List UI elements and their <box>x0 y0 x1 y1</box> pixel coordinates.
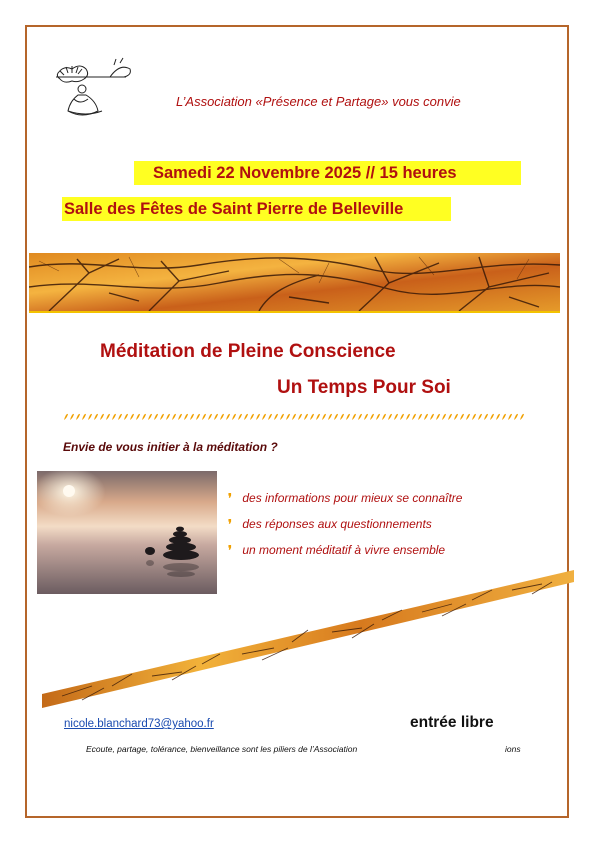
free-entry-text: entrée libre <box>410 714 494 731</box>
bullet-text: un moment méditatif à vivre ensemble <box>242 543 446 557</box>
event-date-highlight <box>134 161 521 185</box>
headline-line-2: Un Temps Pour Soi <box>277 377 451 398</box>
event-date-time: Samedi 22 Novembre 2025 // 15 heures <box>153 164 457 182</box>
leaf-bullet-icon: ❜ <box>228 491 232 505</box>
bullet-text: des réponses aux questionnements <box>242 517 432 531</box>
motto-fragment: ions <box>505 744 521 754</box>
leaf-bullet-icon: ❜ <box>228 543 232 557</box>
decorative-leaf-line <box>63 412 525 422</box>
event-location: Salle des Fêtes de Saint Pierre de Belleville <box>62 197 451 221</box>
leaf-bullet-icon: ❜ <box>228 517 232 531</box>
headline-line-1: Méditation de Pleine Conscience <box>100 341 396 362</box>
diagonal-bamboo-stick <box>42 568 574 708</box>
bullet-text: des informations pour mieux se connaître <box>242 491 463 505</box>
contact-email-link[interactable]: nicole.blanchard73@yahoo.fr <box>64 718 214 730</box>
list-item <box>228 543 462 569</box>
autumn-branches-banner <box>29 253 560 313</box>
association-motto: Ecoute, partage, tolérance, bienveillance sont les piliers de l’Association <box>86 744 358 754</box>
invitation-text: L’Association «Présence et Partage» vous convie <box>176 94 461 109</box>
list-item <box>228 517 462 543</box>
question-text: Envie de vous initier à la méditation ? <box>63 440 278 454</box>
list-item <box>228 491 462 517</box>
bullet-list <box>228 491 462 569</box>
meditating-figure-logo <box>48 55 148 125</box>
